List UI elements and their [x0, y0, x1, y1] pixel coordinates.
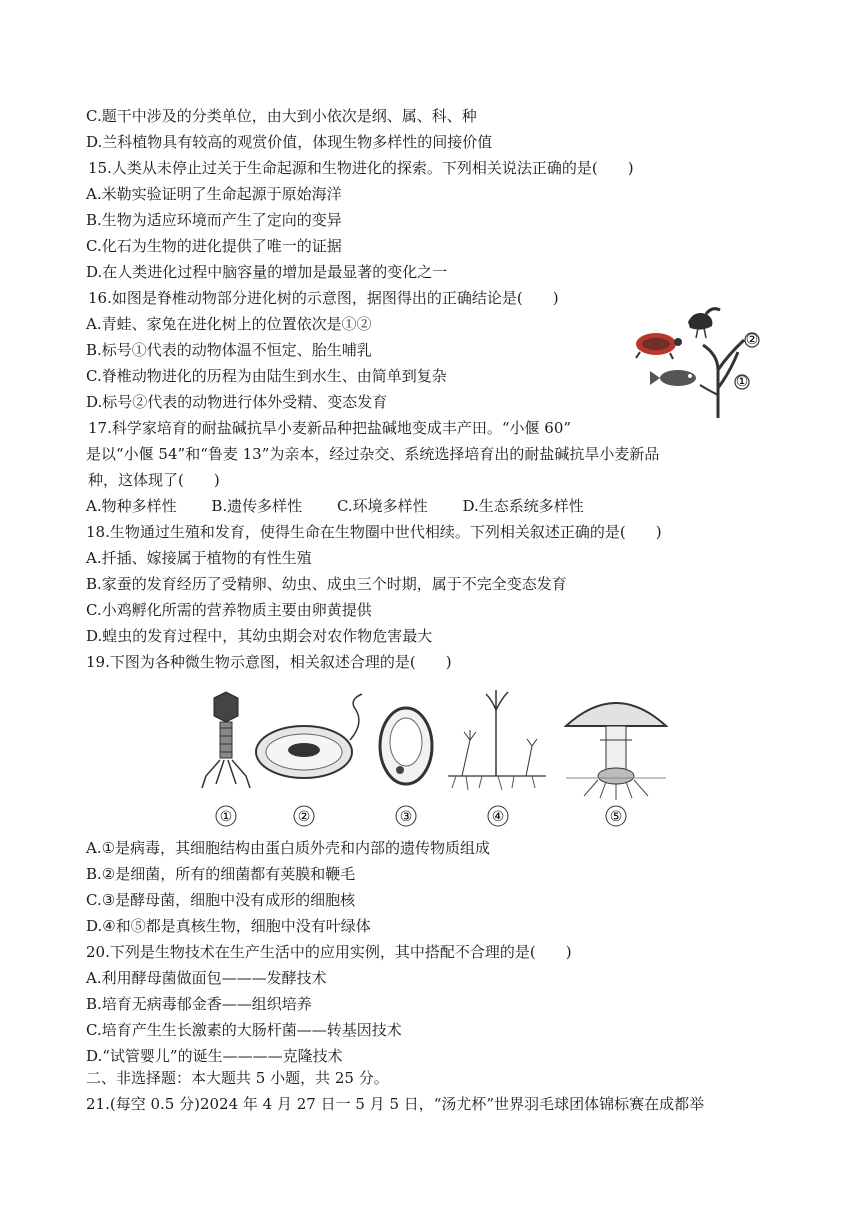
option-19d: D.④和⑤都是真核生物，细胞中没有叶绿体	[86, 917, 371, 935]
option-17d: D.生态系统多样性	[462, 497, 584, 515]
option-15c: C.化石为生物的进化提供了唯一的证据	[86, 237, 342, 255]
microbe-label-2: ②	[297, 809, 311, 825]
option-18c: C.小鸡孵化所需的营养物质主要由卵黄提供	[86, 601, 372, 619]
option-19a: A.①是病毒，其细胞结构由蛋白质外壳和内部的遗传物质组成	[86, 839, 491, 857]
option-18d: D.蝗虫的发育过程中，其幼虫期会对农作物危害最大	[86, 627, 433, 645]
microbe-label-1: ①	[219, 809, 233, 825]
question-19: 19.下图为各种微生物示意图，相关叙述合理的是( )	[86, 653, 452, 671]
option-19c: C.③是酵母菌，细胞中没有成形的细胞核	[86, 891, 356, 909]
question-15: 15.人类从未停止过关于生命起源和生物进化的探索。下列相关说法正确的是( )	[88, 159, 634, 177]
question-17: 17.科学家培育的耐盐碱抗旱小麦新品种把盐碱地变成丰产田。“小偃 60”	[88, 419, 572, 437]
question-17-line3: 种，这体现了( )	[88, 471, 220, 489]
option-18a: A.扦插、嫁接属于植物的有性生殖	[86, 549, 312, 567]
option-17c: C.环境多样性	[336, 497, 428, 515]
option-14d: D.兰科植物具有较高的观赏价值，体现生物多样性的间接价值	[86, 133, 493, 151]
evolution-tree-figure	[628, 300, 768, 420]
question-21: 21.(每空 0.5 分)2024 年 4 月 27 日一 5 月 5 日，“汤尤杯”世界羽毛球团体锦标赛在成都举	[86, 1095, 705, 1113]
option-16b: B.标号①代表的动物体温不恒定、胎生哺乳	[86, 341, 372, 359]
option-20a: A.利用酵母菌做面包———发酵技术	[86, 969, 327, 987]
option-15a: A.米勒实验证明了生命起源于原始海洋	[86, 185, 342, 203]
option-15b: B.生物为适应环境而产生了定向的变异	[86, 211, 342, 229]
microbe-label-3: ③	[399, 809, 413, 825]
option-16c: C.脊椎动物进化的历程为由陆生到水生、由简单到复杂	[86, 367, 447, 385]
option-16a: A.青蛙、家兔在进化树上的位置依次是①②	[86, 315, 372, 333]
microbes-figure	[186, 680, 676, 832]
option-17a: A.物种多样性	[86, 497, 177, 515]
option-18b: B.家蚕的发育经历了受精卵、幼虫、成虫三个时期，属于不完全变态发育	[86, 575, 567, 593]
question-18: 18.生物通过生殖和发育，使得生命在生物圈中世代相续。下列相关叙述正确的是( )	[86, 523, 662, 541]
question-17-options	[86, 496, 614, 516]
option-20d: D.“试管婴儿”的诞生————克隆技术	[86, 1047, 343, 1065]
microbe-label-5: ⑤	[609, 809, 623, 825]
tree-label-2: ②	[745, 332, 759, 348]
option-14c: C.题干中涉及的分类单位，由大到小依次是纲、属、科、种	[86, 107, 477, 125]
option-19b: B.②是细菌，所有的细菌都有荚膜和鞭毛	[86, 865, 356, 883]
option-15d: D.在人类进化过程中脑容量的增加是最显著的变化之一	[86, 263, 448, 281]
option-20b: B.培育无病毒郁金香——组织培养	[86, 995, 312, 1013]
option-17b: B.遗传多样性	[211, 497, 303, 515]
question-16: 16.如图是脊椎动物部分进化树的示意图，据图得出的正确结论是( )	[88, 289, 559, 307]
tree-label-1: ①	[735, 374, 749, 390]
microbe-label-4: ④	[491, 809, 505, 825]
question-17-line2: 是以“小偃 54”和“鲁麦 13”为亲本，经过杂交、系统选择培育出的耐盐碱抗旱小麦新品	[86, 445, 660, 463]
option-20c: C.培育产生生长激素的大肠杆菌——转基因技术	[86, 1021, 402, 1039]
option-16d: D.标号②代表的动物进行体外受精、变态发育	[86, 393, 388, 411]
question-20: 20.下列是生物技术在生产生活中的应用实例，其中搭配不合理的是( )	[86, 943, 572, 961]
section-heading: 二、非选择题：本大题共 5 小题，共 25 分。	[86, 1069, 389, 1087]
